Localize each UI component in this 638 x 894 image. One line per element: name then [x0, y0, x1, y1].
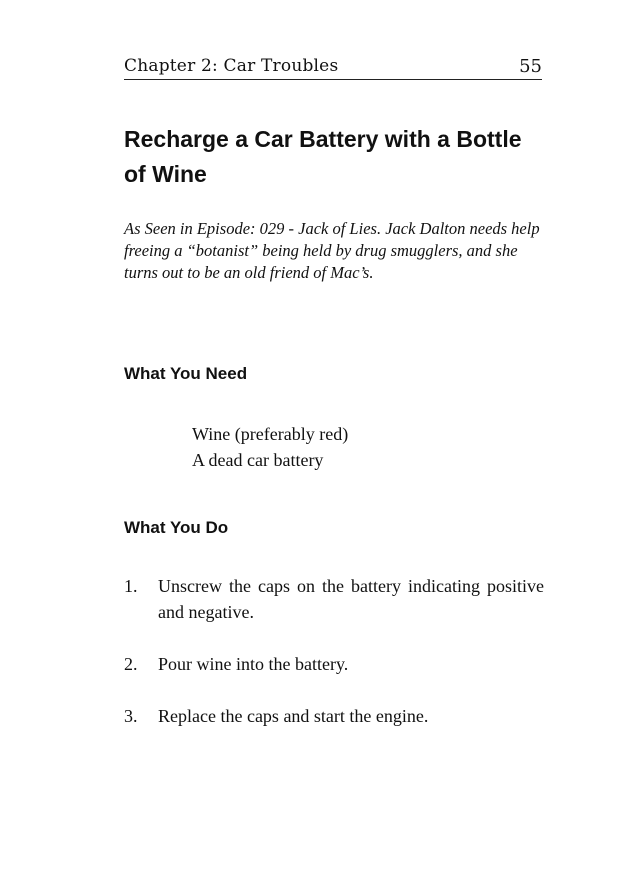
needs-list	[192, 421, 348, 473]
step-text: Pour wine into the battery.	[158, 654, 349, 674]
step-number: 2.	[124, 654, 138, 674]
what-you-need-heading: What You Need	[124, 364, 248, 383]
step-number: 1.	[124, 576, 138, 596]
chapter-title: Chapter 2: Car Troubles	[124, 56, 339, 76]
page-header	[124, 50, 542, 80]
step-item	[124, 703, 544, 729]
need-item: Wine (preferably red)	[192, 424, 349, 444]
step-item	[124, 573, 544, 625]
steps-list	[124, 573, 544, 729]
episode-intro: As Seen in Episode: 029 - Jack of Lies. Jack Dalton needs help freeing a “botanist” being held by drug smugglers, and she turns out to be an old friend of Mac’s.	[124, 219, 540, 282]
step-text: Unscrew the caps on the battery indicating positive and negative.	[158, 576, 544, 622]
page-number: 55	[519, 56, 542, 77]
step-number: 3.	[124, 706, 138, 726]
step-item	[124, 651, 544, 677]
need-item: A dead car battery	[192, 450, 324, 470]
what-you-do-heading: What You Do	[124, 518, 229, 537]
step-text: Replace the caps and start the engine.	[158, 706, 429, 726]
section-title: Recharge a Car Battery with a Bottle of Wine	[124, 126, 522, 187]
